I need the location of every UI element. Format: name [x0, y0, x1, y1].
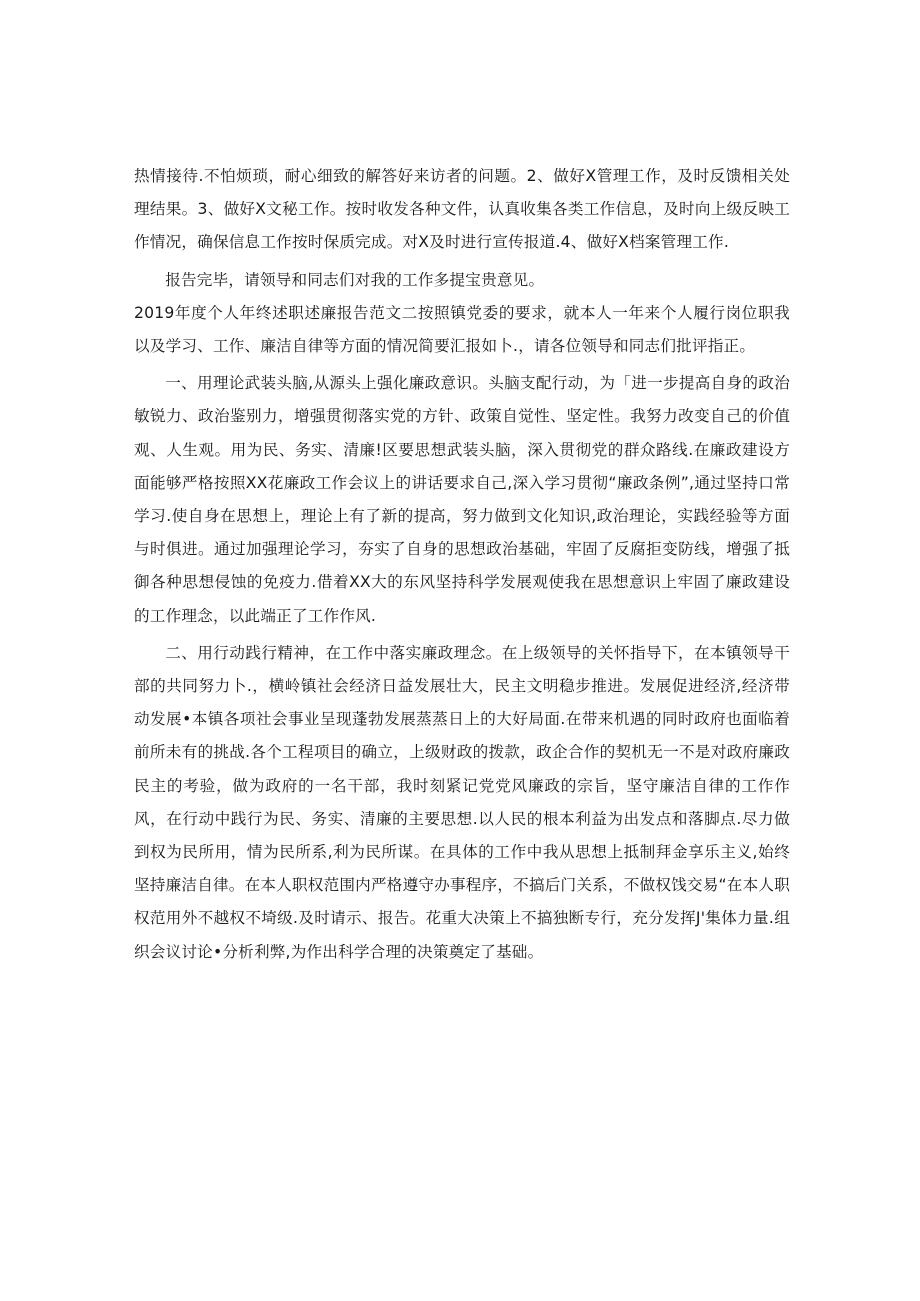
paragraph-section-one: 一、用理论武装头脑,从源头上强化廉政意识。头脑支配行动，为「进一步提高自身的政治敏锐力、政治鉴别力，增强贯彻落实党的方针、政策自觉性、坚定性。我努力改变自己的价值观、人生观。用为民、务实、清廉!区要思想武装头脑，深入贯彻党的群众路线.在廉政建设方面能够严格按照XX花廉政工作会议上的讲话要求自己,深入学习贯彻“廉政条例”,通过坚持口常学习.使自身在思想上，理论上有了新的提高，努力做到文化知识,政治理论，实践经验等方面与时俱进。通过加强理论学习，夯实了自身的思想政治基础，牢固了反腐拒变防线，增强了抵御各种思想侵蚀的免疫力.借着XX大的东风坚持科学发展观使我在思想意识上牢固了廉政建设的工作理念，以此端正了工作作风.: [134, 374, 790, 625]
paragraph-report-intro: 2019年度个人年终述职述廉报告范文二按照镇党委的要求，就本人一年来个人履行岗位职我以及学习、工作、廉洁自律等方面的情况简要汇报如卜.，请各位领导和同志们批评指正。: [134, 303, 790, 356]
paragraph-report-closing: 报告完毕，请领导和同志们对我的工作多提宝贵意见。: [165, 270, 545, 289]
document-body: [134, 160, 790, 973]
paragraph-work-duties: 热情接待.不怕烦琐，耐心细致的解答好来访者的问题。2、做好X管理工作，及时反馈相关处理结果。3、做好X文秘工作。按时收发各种文件，认真收集各类工作信息，及时向上级反映工作情况，确保信息工作按时保质完成。对X及时进行宣传报道.4、做好X档案管理工作.: [134, 167, 790, 252]
paragraph-section-two: 二、用行动践行精神，在工作中落实廉政理念。在上级领导的关怀指导下，在本镇领导干部的共同努力卜.，横岭镇社会经济日益发展壮大，民主文明稳步推进。发展促进经济,经济带动发展•本镇各项社会事业呈现蓬勃发展蒸蒸日上的大好局面.在带来机遇的同时政府也面临着前所未有的挑战.各个工程项目的确立，上级财政的拨款，政企合作的契机无一不是对政府廉政民主的考验，做为政府的一名干部，我时刻紧记党党风廉政的宗旨，坚守廉洁自律的工作作风，在行动中践行为民、务实、清廉的主要思想.以人民的根本利益为出发点和落脚点.尽力做到权为民所用，情为民所系,利为民所谋。在具体的工作中我从思想上抵制拜金享乐主义,始终坚持廉洁自律。在本人职权范围内严格遵守办事程序，不搞后门关系，不做权饯交易“在本人职权范用外不越权不埼级.及时请示、报告。花重大决策上不搞独断专行，充分发挥J'集体力量.组织会议讨论•分析利弊,为作出科学合理的决策奠定了基础。: [134, 643, 790, 961]
